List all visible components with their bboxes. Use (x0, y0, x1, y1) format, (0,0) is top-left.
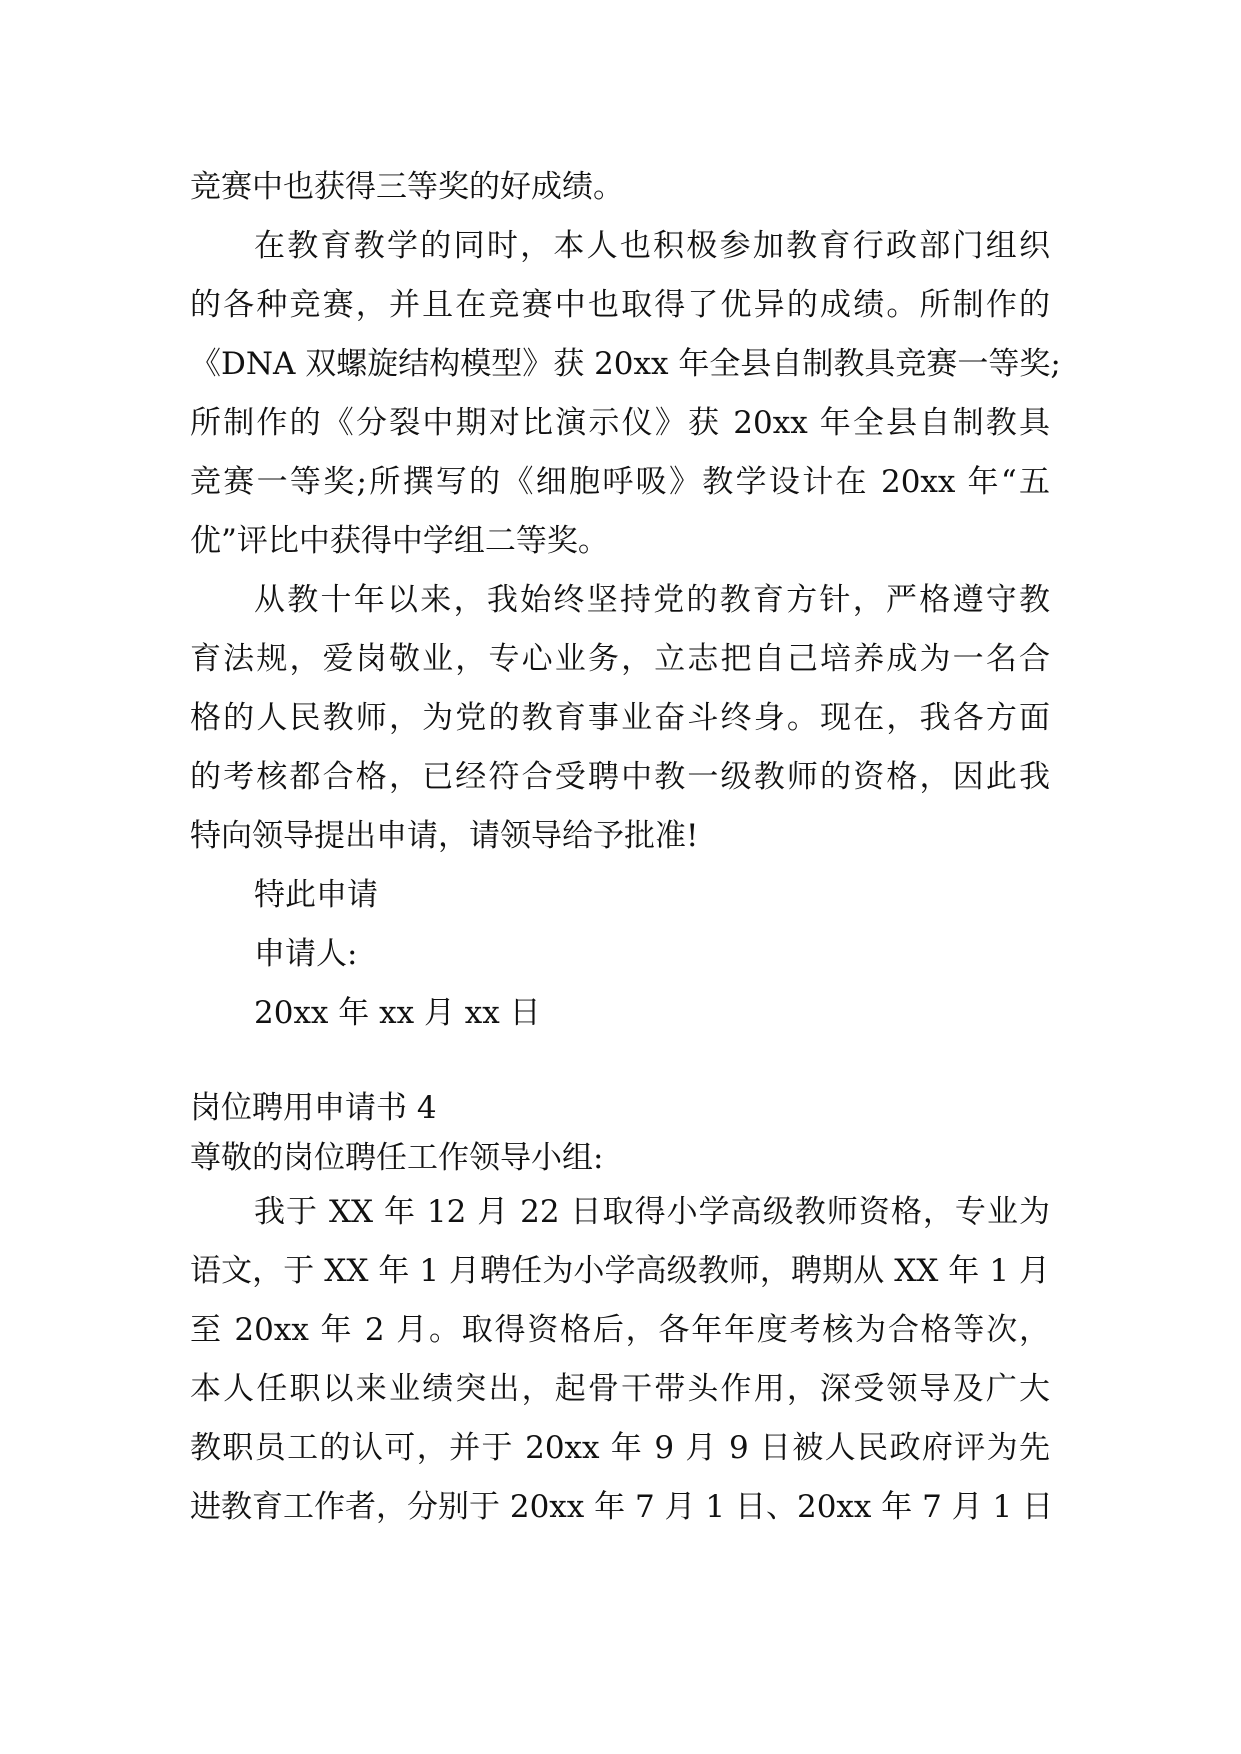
text-line: 语文，于 XX 年 1 月聘任为小学高级教师，聘期从 XX 年 1 月 (190, 1253, 1050, 1289)
document-body (190, 158, 1061, 1537)
text-line: 的各种竞赛，并且在竞赛中也取得了优异的成绩。所制作的 (190, 287, 1050, 323)
closing-text: 特此申请 (254, 877, 378, 913)
applicant-label: 申请人: (254, 936, 358, 972)
text-line: 所制作的《分裂中期对比演示仪》获 20xx 年全县自制教具 (190, 405, 1050, 441)
date-line: 20xx 年 xx 月 xx 日 (254, 995, 541, 1031)
text-line: 竞赛一等奖;所撰写的《细胞呼吸》教学设计在 20xx 年“五 (190, 464, 1050, 500)
salutation: 尊敬的岗位聘任工作领导小组: (190, 1140, 604, 1176)
section-gap (190, 1043, 1050, 1083)
text-line: 格的人民教师，为党的教育事业奋斗终身。现在，我各方面 (190, 700, 1050, 736)
text-line: 竞赛中也获得三等奖的好成绩。 (190, 169, 624, 205)
text-line: 本人任职以来业绩突出，起骨干带头作用，深受领导及广大 (190, 1371, 1050, 1407)
text-line: 《DNA 双螺旋结构模型》获 20xx 年全县自制教具竞赛一等奖; (190, 346, 1061, 382)
section-title: 岗位聘用申请书 4 (190, 1090, 437, 1126)
text-line: 在教育教学的同时，本人也积极参加教育行政部门组织 (254, 228, 1050, 264)
text-line: 的考核都合格，已经符合受聘中教一级教师的资格，因此我 (190, 759, 1050, 795)
text-line: 特向领导提出申请，请领导给予批准! (190, 818, 699, 854)
text-line: 我于 XX 年 12 月 22 日取得小学高级教师资格，专业为 (254, 1194, 1050, 1230)
text-line: 育法规，爱岗敬业，专心业务，立志把自己培养成为一名合 (190, 641, 1050, 677)
text-line: 进教育工作者，分别于 20xx 年 7 月 1 日、20xx 年 7 月 1 日 (190, 1489, 1054, 1525)
text-line: 从教十年以来，我始终坚持党的教育方针，严格遵守教 (254, 582, 1050, 618)
text-line: 至 20xx 年 2 月。取得资格后，各年年度考核为合格等次， (190, 1312, 1050, 1348)
text-line: 优”评比中获得中学组二等奖。 (190, 523, 609, 559)
text-line: 教职员工的认可，并于 20xx 年 9 月 9 日被人民政府评为先 (190, 1430, 1050, 1466)
